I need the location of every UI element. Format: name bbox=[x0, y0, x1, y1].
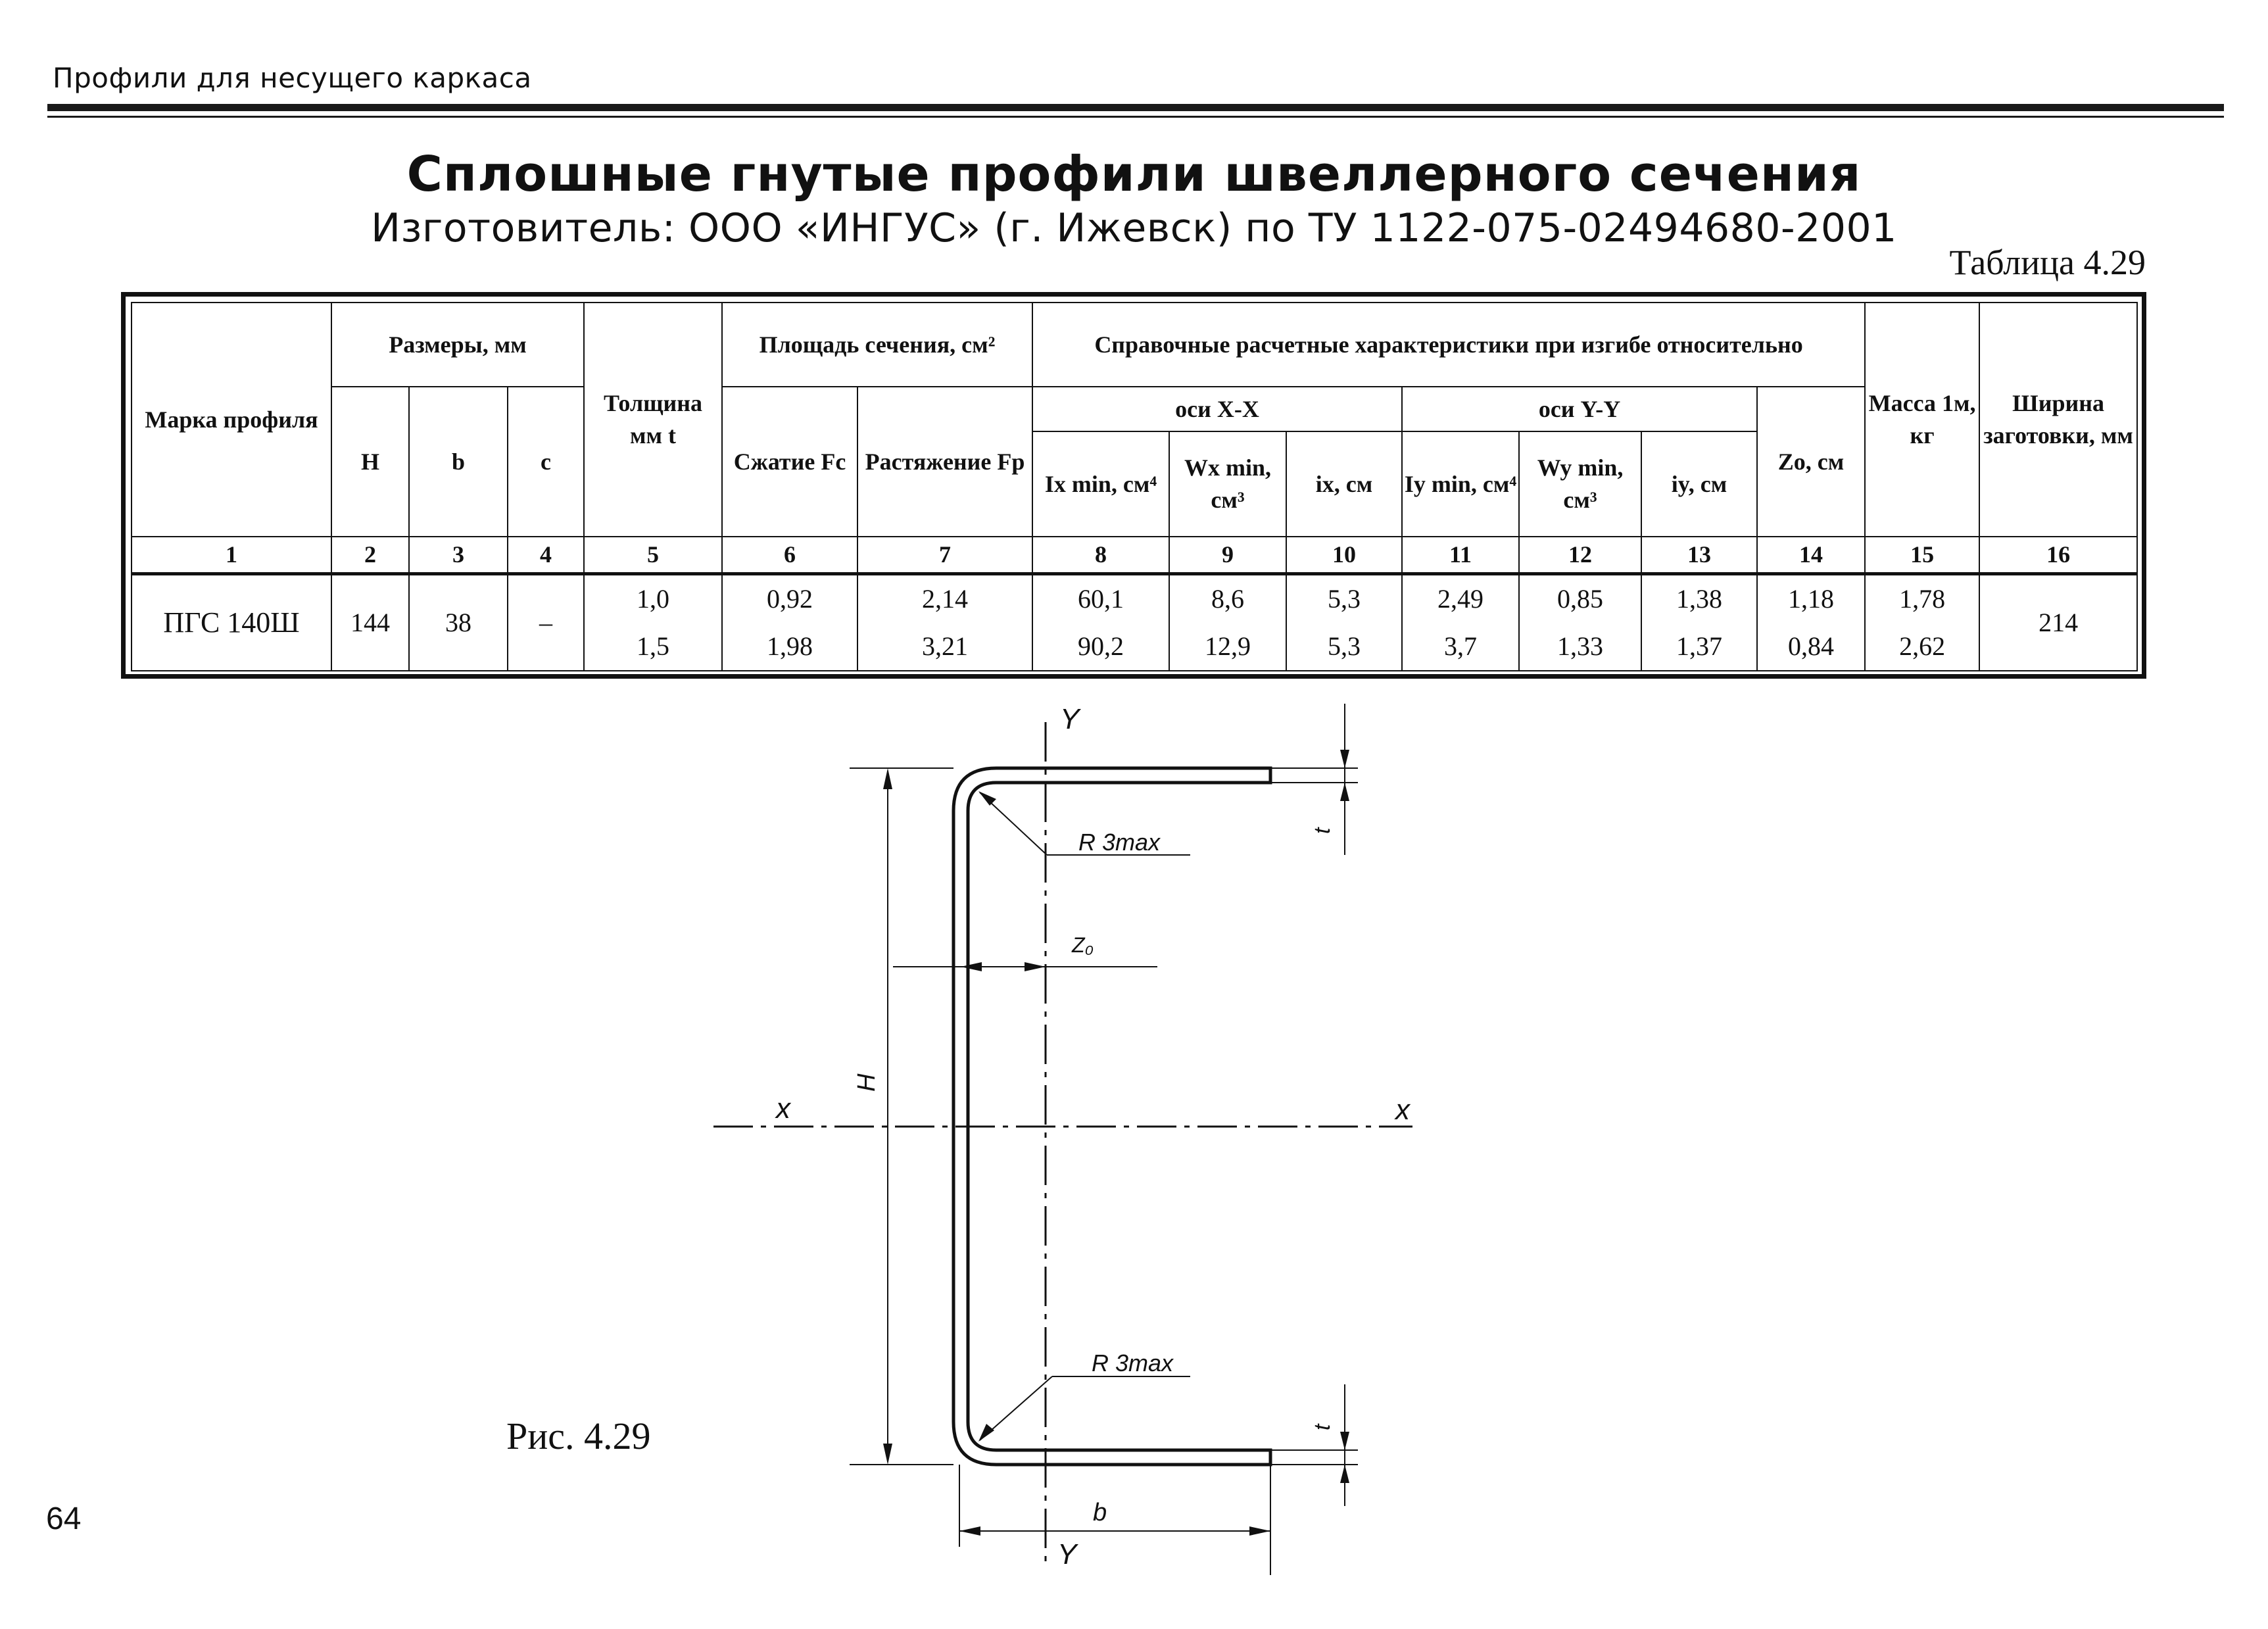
cell-ix-min-1: 60,1 bbox=[1078, 583, 1124, 614]
arrow-t-bottom-a bbox=[1340, 1432, 1349, 1450]
arrow-t-bottom-b bbox=[1340, 1465, 1349, 1483]
cell-blank-width: 214 bbox=[1979, 573, 2137, 671]
col-number: 1 bbox=[132, 537, 331, 573]
cell-t-2: 1,5 bbox=[637, 631, 670, 661]
cell-ix-min-2: 90,2 bbox=[1078, 631, 1124, 661]
cell-iy-1: 1,38 bbox=[1676, 583, 1723, 614]
label-radius-top: R 3max bbox=[1078, 829, 1161, 856]
header-h: H bbox=[331, 387, 409, 537]
cell-iy-min-1: 2,49 bbox=[1437, 583, 1484, 614]
manufacturer-subtitle: Изготовитель: ООО «ИНГУС» (г. Ижевск) по ТУ 1122-075-02494680-2001 bbox=[371, 205, 1897, 251]
label-y-top: Y bbox=[1060, 703, 1080, 735]
col-number: 10 bbox=[1286, 537, 1402, 573]
cell-wx-min-1: 8,6 bbox=[1211, 583, 1245, 614]
cell-mass-2: 2,62 bbox=[1899, 631, 1946, 661]
arrow-radius-top bbox=[978, 791, 996, 806]
cell-zo-1: 1,18 bbox=[1788, 583, 1835, 614]
header-ix-min: Ix min, см⁴ bbox=[1032, 431, 1169, 537]
cell-ix-2: 5,3 bbox=[1328, 631, 1361, 661]
arrow-h-top bbox=[883, 768, 892, 789]
header-b: b bbox=[409, 387, 508, 537]
col-number: 16 bbox=[1979, 537, 2137, 573]
label-t-top: t bbox=[1310, 827, 1335, 834]
arrow-b-right bbox=[1249, 1526, 1270, 1536]
header-bending: Справочные расчетные характеристики при изгибе относительно bbox=[1032, 303, 1865, 387]
col-number: 8 bbox=[1032, 537, 1169, 573]
label-t-bottom: t bbox=[1310, 1424, 1335, 1430]
cell-iy-2: 1,37 bbox=[1676, 631, 1723, 661]
col-number: 4 bbox=[508, 537, 584, 573]
header-zo: Zo, см bbox=[1757, 387, 1865, 537]
header-sizes: Размеры, мм bbox=[331, 303, 584, 387]
cell-wy-min-2: 1,33 bbox=[1557, 631, 1604, 661]
header-thickness: Толщина мм t bbox=[584, 303, 722, 537]
label-radius-bottom: R 3max bbox=[1092, 1349, 1174, 1376]
cell-iy-min-2: 3,7 bbox=[1444, 631, 1478, 661]
arrow-t-top-b bbox=[1340, 783, 1349, 801]
cell-h: 144 bbox=[331, 573, 409, 671]
arrow-b-left bbox=[959, 1526, 980, 1536]
cell-wx-min-2: 12,9 bbox=[1205, 631, 1251, 661]
arrow-zo-left bbox=[961, 962, 982, 971]
cell-fc-1: 0,92 bbox=[767, 583, 813, 614]
page-title: Сплошные гнутые профили швеллерного сечения bbox=[406, 146, 1862, 203]
figure-caption: Рис. 4.29 bbox=[506, 1415, 651, 1457]
cell-fc-2: 1,98 bbox=[767, 631, 813, 661]
cell-fp-1: 2,14 bbox=[922, 583, 969, 614]
col-number: 14 bbox=[1757, 537, 1865, 573]
cell-c: – bbox=[508, 573, 584, 671]
label-x-left: x bbox=[776, 1092, 790, 1125]
header-tension: Растяжение Fp bbox=[857, 387, 1032, 537]
cell-b: 38 bbox=[409, 573, 508, 671]
cell-fp-2: 3,21 bbox=[922, 631, 969, 661]
header-wx-min: Wx min, см³ bbox=[1169, 431, 1286, 537]
header-axis-y: оси Y-Y bbox=[1402, 387, 1757, 431]
label-b: b bbox=[1093, 1499, 1107, 1526]
label-zo: Z₀ bbox=[1072, 933, 1094, 957]
header-mark: Марка профиля bbox=[132, 303, 331, 537]
col-number: 11 bbox=[1402, 537, 1519, 573]
cell-t-1: 1,0 bbox=[637, 583, 670, 614]
header-blank-width: Ширина заготовки, мм bbox=[1979, 303, 2137, 537]
header-c: c bbox=[508, 387, 584, 537]
arrow-zo-right bbox=[1025, 962, 1046, 971]
arrow-t-top-a bbox=[1340, 750, 1349, 768]
cell-wy-min-1: 0,85 bbox=[1557, 583, 1604, 614]
col-number: 7 bbox=[857, 537, 1032, 573]
header-wy-min: Wy min, см³ bbox=[1519, 431, 1641, 537]
header-iy-min: Iy min, см⁴ bbox=[1402, 431, 1519, 537]
arrow-h-bottom bbox=[883, 1444, 892, 1465]
header-axis-x: оси Х-Х bbox=[1032, 387, 1402, 431]
cell-zo-2: 0,84 bbox=[1788, 631, 1835, 661]
cell-ix-1: 5,3 bbox=[1328, 583, 1361, 614]
arrow-radius-bottom bbox=[978, 1424, 994, 1442]
header-compression: Сжатие Fc bbox=[722, 387, 857, 537]
label-h: H bbox=[853, 1073, 881, 1092]
col-number: 2 bbox=[331, 537, 409, 573]
label-y-bottom: Y bbox=[1057, 1538, 1077, 1570]
page-number: 64 bbox=[46, 1501, 82, 1536]
cell-mass-1: 1,78 bbox=[1899, 583, 1946, 614]
header-area: Площадь сечения, см² bbox=[722, 303, 1032, 387]
col-number: 9 bbox=[1169, 537, 1286, 573]
header-ix: ix, см bbox=[1286, 431, 1402, 537]
running-head: Профили для несущего каркаса bbox=[53, 62, 532, 94]
table-label: Таблица 4.29 bbox=[1949, 243, 2146, 282]
col-number: 13 bbox=[1641, 537, 1757, 573]
label-x-right: x bbox=[1395, 1094, 1410, 1126]
col-number: 15 bbox=[1865, 537, 1979, 573]
col-number: 6 bbox=[722, 537, 857, 573]
header-iy: iy, см bbox=[1641, 431, 1757, 537]
col-number: 12 bbox=[1519, 537, 1641, 573]
col-number: 3 bbox=[409, 537, 508, 573]
cell-mark: ПГС 140Ш bbox=[132, 573, 331, 671]
header-mass: Масса 1м, кг bbox=[1865, 303, 1979, 537]
col-number: 5 bbox=[584, 537, 722, 573]
